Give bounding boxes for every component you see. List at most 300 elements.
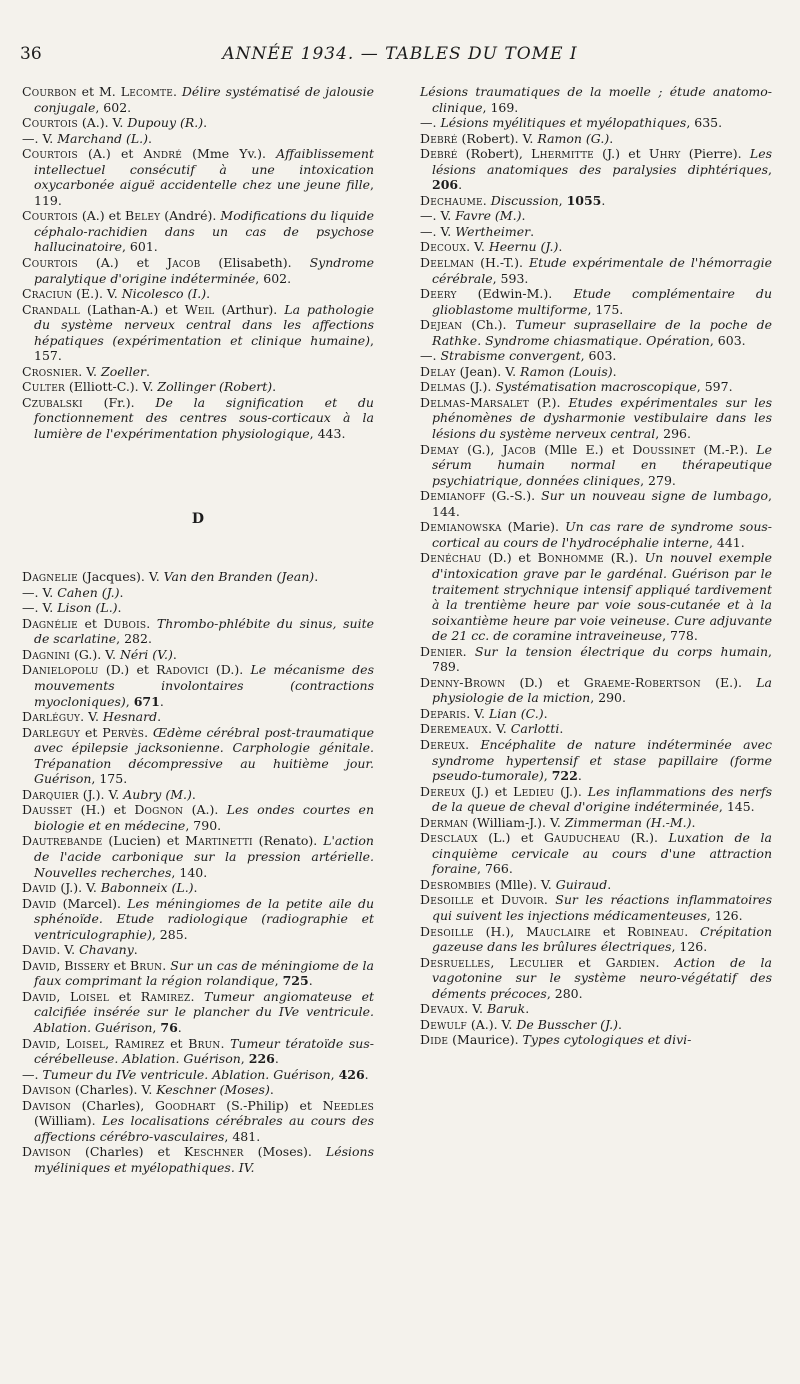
- author-name: Dechaume: [420, 192, 483, 208]
- entry-text: (Jacques). V.: [77, 569, 164, 585]
- entry-text: (Fr.).: [82, 394, 156, 410]
- author-name: Jacob: [502, 441, 536, 457]
- author-name: Davison: [22, 1097, 71, 1113]
- author-name: Deparis: [420, 705, 467, 721]
- index-entry: [420, 1017, 772, 1033]
- entry-text: —. V.: [22, 130, 58, 146]
- index-entry: [22, 115, 374, 131]
- entry-title: Cahen (J.): [57, 584, 120, 600]
- entry-text: . V.: [466, 239, 489, 255]
- index-entry: [420, 395, 772, 442]
- entry-text: et M.: [76, 84, 121, 99]
- entry-text: .: [203, 115, 208, 131]
- entry-text: .: [364, 1066, 369, 1082]
- entry-title: Guiraud: [555, 876, 608, 892]
- author-name: Deery: [420, 286, 457, 302]
- author-name: Dewulf: [420, 1016, 467, 1032]
- entry-text: . V.: [488, 721, 511, 737]
- entry-text: (A.). V.: [77, 115, 128, 131]
- entry-title: Marchand (L.): [57, 130, 149, 146]
- author-name: Courbon: [22, 84, 77, 99]
- entry-text: —. V.: [420, 223, 456, 239]
- index-entry: [22, 208, 374, 255]
- entry-title: Etude complémentaire du glioblastome multiforme: [432, 286, 772, 317]
- entry-text: et: [164, 1035, 189, 1051]
- author-name: David: [22, 895, 57, 911]
- page-ref: 426: [338, 1066, 365, 1082]
- entry-text: .: [559, 721, 564, 737]
- author-name: Desrombies: [420, 876, 492, 892]
- page-ref: 1055: [566, 192, 602, 208]
- entry-title: La pathologie du système nerveux central dans les affections hépatiques (expérimentation et clinique humaine): [34, 301, 375, 348]
- entry-text: .: [206, 286, 211, 302]
- entry-text: (D.) et: [505, 674, 584, 690]
- entry-title: Heernu (J.): [488, 239, 559, 255]
- entry-text: , 481.: [224, 1128, 261, 1144]
- entry-text: .: [272, 379, 277, 395]
- entry-text: .: [191, 786, 196, 802]
- author-name: David: [22, 1035, 57, 1051]
- entry-text: (E.).: [700, 674, 757, 690]
- entry-text: (Marcel).: [56, 895, 128, 911]
- entry-text: . V.: [466, 705, 489, 721]
- index-entry: [420, 286, 772, 317]
- entry-text: et: [77, 615, 104, 631]
- entry-text: .: [617, 1016, 622, 1032]
- entry-text: (J.) et: [593, 146, 649, 162]
- author-name: Denéchau: [420, 550, 482, 566]
- entry-title: Un nouvel exemple d'intoxication grave par le gardénal. Guérison par le traitement strychnique intensif appliqué tardivement à la trentième heure par voie sous-cutanée et à la soixantième heure par voie veineuse. Cure adjuvante de 21 cc. de coramine intraveineuse: [432, 550, 772, 644]
- entry-text: ,: [490, 954, 510, 970]
- entry-text: , 126.: [671, 939, 708, 955]
- index-entry: [22, 302, 374, 364]
- author-name: Dagnélie: [22, 615, 78, 631]
- author-name: Loisel: [69, 988, 110, 1004]
- index-entry: [22, 725, 374, 787]
- entry-title: Etudes expérimentales sur les phénomènes de dysharmonie vestibulaire dans les lésions du système nerveux central: [432, 394, 773, 442]
- left-column: [22, 84, 374, 1175]
- entry-text: (D.).: [208, 662, 251, 678]
- index-entry: [22, 989, 374, 1036]
- author-name: Bonhomme: [537, 550, 604, 566]
- author-name: Ramirez: [140, 988, 191, 1004]
- entry-text: , 175.: [587, 301, 624, 317]
- index-entry: [22, 1144, 374, 1175]
- entry-text: .: [521, 208, 526, 224]
- entry-text: , 290.: [590, 690, 626, 706]
- author-name: Courtois: [22, 208, 78, 224]
- author-name: Denier: [420, 643, 463, 659]
- entry-text: —. V.: [420, 208, 456, 224]
- author-name: David: [22, 957, 57, 973]
- entry-title: Sur un cas de méningiome de la faux comprimant la région rolandique: [34, 957, 374, 989]
- entry-text: (Mlle E.) et: [535, 441, 633, 457]
- entry-text: .: [146, 615, 157, 631]
- index-entry: [22, 84, 374, 115]
- entry-text: (S.-Philip) et: [215, 1097, 323, 1113]
- author-name: Ledieu: [513, 783, 555, 799]
- entry-title: Tumeur angiomateuse et calcifiée insérée sur le plancher du IVe ventricule. Ablation. Guérison: [34, 988, 374, 1035]
- author-name: André: [143, 146, 183, 162]
- index-entry: [420, 193, 772, 209]
- index-entry: [420, 255, 772, 286]
- index-entry: [22, 662, 374, 709]
- entry-text: ,: [152, 1019, 161, 1035]
- author-name: Loisel: [65, 1035, 106, 1051]
- index-entry: [22, 896, 374, 943]
- entry-text: (A.).: [183, 802, 227, 818]
- entry-text: ,: [240, 1051, 249, 1067]
- entry-text: .: [190, 988, 205, 1004]
- entry-text: ,: [125, 693, 134, 709]
- author-name: Delmas-Marsalet: [420, 394, 529, 410]
- entry-title: Délire systématisé de jalousie conjugale: [34, 84, 374, 115]
- author-name: Robineau: [627, 923, 685, 939]
- entry-title: Hesnard: [102, 709, 158, 725]
- entry-text: et: [563, 954, 606, 970]
- entry-text: (A.). V.: [466, 1016, 517, 1032]
- entry-text: (A.) et: [77, 146, 144, 162]
- entry-title: L'action de l'acide carbonique sur la pression artérielle. Nouvelles recherches: [34, 833, 374, 880]
- author-name: Dereux: [420, 736, 466, 752]
- entry-text: (Lathan-A.) et: [79, 301, 185, 317]
- entry-text: .: [601, 192, 606, 208]
- entry-text: et: [109, 988, 141, 1004]
- page-ref: 206: [432, 177, 459, 193]
- entry-title: Sur les réactions inflammatoires qui suivent les injections médicamenteuses: [432, 892, 772, 923]
- entry-title: Thrombo-phlébite du sinus, suite de scarlatine: [34, 615, 374, 647]
- entry-text: (Mlle). V.: [491, 876, 556, 892]
- index-entry: [420, 519, 772, 550]
- entry-text: (Charles) et: [70, 1144, 184, 1160]
- entry-text: , 789.: [432, 643, 772, 675]
- entry-text: (H.),: [473, 923, 527, 939]
- index-entry: [420, 877, 772, 893]
- section-letter-heading: D: [191, 510, 205, 527]
- page-ref: 725: [282, 973, 309, 989]
- entry-text: , 635.: [686, 115, 723, 131]
- entry-title: Modifications du liquide céphalo-rachidien dans un cas de psychose hallucinatoire: [34, 208, 374, 255]
- entry-text: , 778.: [662, 628, 698, 644]
- entry-text: , 175.: [91, 771, 128, 787]
- entry-title: Discussion: [490, 192, 559, 208]
- entry-text: (Pierre).: [680, 146, 750, 162]
- index-entry: [420, 706, 772, 722]
- entry-text: .: [465, 736, 481, 752]
- entry-text: (Jean). V.: [455, 363, 521, 379]
- entry-title: Van den Branden (Jean): [163, 569, 315, 585]
- entry-text: ,: [56, 1035, 66, 1051]
- author-name: Crandall: [22, 301, 80, 317]
- entry-text: (D.) et: [481, 550, 538, 566]
- author-name: Demianoff: [420, 488, 486, 504]
- index-entry: [22, 255, 374, 286]
- entry-title: De la signification et du fonctionnement des centres sous-corticaux à la lumière de l'expérimentation physiologique: [34, 394, 374, 442]
- author-name: Lecomte: [120, 84, 174, 99]
- entry-text: ,: [543, 768, 552, 784]
- index-entry: [420, 644, 772, 675]
- entry-text: ,: [56, 988, 70, 1004]
- author-name: Dubois: [103, 615, 147, 631]
- entry-text: (L.) et: [477, 830, 544, 846]
- index-entry: [22, 958, 374, 989]
- entry-title: Dupouy (R.): [127, 115, 204, 131]
- page-number: 36: [20, 44, 42, 64]
- index-entry: [22, 146, 374, 208]
- author-name: Dagnini: [22, 646, 70, 662]
- entry-title: Les lésions anatomiques des paralysies diphtériques: [432, 146, 773, 177]
- author-name: Davison: [22, 1144, 71, 1160]
- index-entry: [22, 395, 374, 442]
- index-entry: [22, 286, 374, 302]
- author-name: Brun: [130, 957, 163, 973]
- entry-title: Néri (V.): [119, 646, 173, 662]
- author-name: Courtois: [22, 146, 78, 162]
- entry-title: Œdème cérébral post-traumatique avec épilepsie jacksonienne. Carphologie génitale. Trépanation décompressive au huitième jour. Guérison: [34, 724, 374, 787]
- entry-text: .: [530, 223, 535, 239]
- entry-text: , 597.: [696, 379, 733, 395]
- entry-text: —. V.: [22, 584, 58, 600]
- entry-text: (Charles). V.: [70, 1082, 157, 1098]
- entry-text: (Elisabeth).: [200, 255, 310, 271]
- entry-text: .: [558, 239, 563, 255]
- entry-text: .: [655, 954, 675, 970]
- page-ref: 722: [551, 768, 578, 784]
- entry-text: ,: [768, 161, 772, 177]
- entry-text: , 285.: [151, 926, 188, 942]
- entry-title: La physiologie de la miction: [432, 674, 772, 706]
- index-entry: [22, 364, 374, 380]
- entry-text: .: [691, 814, 696, 830]
- left-entries-after: [22, 569, 374, 1175]
- index-entry: [22, 379, 374, 395]
- entry-title: Lésions myéliniques et myélopathiques. IV.: [34, 1144, 374, 1175]
- entry-text: (Renato).: [252, 833, 324, 849]
- author-name: Graeme-Robertson: [583, 674, 701, 690]
- entry-title: Affaiblissement intellectuel consécutif à une intoxication oxycarbonée aiguë accidentelle chez une jeune fille: [34, 146, 374, 193]
- author-name: Crosnier: [22, 363, 79, 379]
- author-name: Lhermitte: [531, 146, 594, 162]
- entry-text: , 593.: [492, 270, 529, 286]
- entry-text: , 602.: [255, 270, 292, 286]
- index-entry: [22, 616, 374, 647]
- entry-text: (J.) et: [465, 783, 514, 799]
- author-name: Dide: [420, 1032, 449, 1048]
- entry-text: .: [146, 363, 150, 379]
- entry-text: .: [148, 130, 153, 146]
- index-entry: [420, 675, 772, 706]
- entry-text: (E.). V.: [72, 286, 122, 302]
- author-name: David: [22, 942, 57, 958]
- author-name: Goodhart: [154, 1097, 216, 1113]
- entry-title: Baruk: [486, 1001, 526, 1017]
- entry-text: .: [612, 363, 617, 379]
- entry-title: Tumeur du IVe ventricule. Ablation. Guérison: [42, 1066, 331, 1082]
- entry-text: .: [684, 923, 700, 939]
- entry-title: Systématisation macroscopique: [495, 379, 697, 395]
- entry-text: .: [173, 84, 182, 99]
- index-entry: [22, 1098, 374, 1145]
- author-name: Beley: [124, 208, 161, 224]
- entry-text: . V.: [80, 709, 103, 725]
- index-entry: [420, 488, 772, 519]
- entry-text: ,: [558, 192, 567, 208]
- entry-text: (H.) et: [72, 802, 135, 818]
- entry-text: .: [274, 1051, 279, 1067]
- index-entry: [420, 208, 772, 224]
- entry-text: —. V.: [22, 600, 58, 616]
- entry-text: .: [577, 768, 582, 784]
- entry-title: Luxation de la cinquième cervicale au cours d'une attraction foraine: [432, 830, 772, 877]
- entry-text: .: [177, 1019, 182, 1035]
- index-entry: [420, 442, 772, 489]
- right-entries: [420, 84, 772, 1048]
- author-name: Danielopolu: [22, 662, 99, 678]
- author-name: Desclaux: [420, 830, 478, 846]
- author-name: Desruelles: [420, 954, 491, 970]
- entry-title: Tumeur tératoïde sus-cérébelleuse. Ablation. Guérison: [34, 1035, 374, 1067]
- entry-text: (Moses).: [243, 1144, 326, 1160]
- author-name: Davison: [22, 1082, 71, 1098]
- author-name: Radovici: [156, 662, 209, 678]
- index-entry: [420, 830, 772, 877]
- entry-text: .: [117, 600, 122, 616]
- index-entry: [420, 1001, 772, 1017]
- author-name: Deremeaux: [420, 721, 489, 737]
- entry-text: .: [607, 876, 612, 892]
- author-name: Desoille: [420, 892, 474, 908]
- entry-title: Les méningiomes de la petite aile du sphénoïde. Etude radiologique (radiographie et ventriculographie): [34, 895, 374, 942]
- entry-title: Sur la tension électrique du corps humain: [474, 643, 769, 659]
- entry-text: et: [109, 957, 130, 973]
- entry-title: Lison (L.): [57, 600, 118, 616]
- index-entry: [420, 348, 772, 364]
- entry-title: Ramon (Louis): [520, 363, 613, 379]
- index-entry: [420, 815, 772, 831]
- entry-text: .: [220, 1035, 231, 1051]
- index-entry: [22, 942, 374, 958]
- entry-text: .: [144, 724, 153, 740]
- entry-text: (Maurice).: [448, 1032, 523, 1048]
- author-name: Deelman: [420, 255, 475, 271]
- author-name: Dautrebande: [22, 833, 103, 849]
- entry-text: .: [269, 1082, 274, 1098]
- index-entry: [22, 1036, 374, 1067]
- index-entry: [22, 647, 374, 663]
- entry-text: , 169.: [482, 99, 519, 115]
- index-entry: [420, 115, 772, 131]
- entry-text: , 126.: [706, 907, 743, 923]
- entry-text: (G.),: [458, 441, 503, 457]
- author-name: Leculier: [509, 954, 564, 970]
- index-entry: [22, 585, 374, 601]
- author-name: Craciun: [22, 286, 73, 302]
- entry-text: (Mme Yv.).: [182, 146, 277, 162]
- index-entry: [420, 550, 772, 643]
- author-name: Ramirez: [114, 1035, 165, 1051]
- entry-text: (J.).: [465, 379, 496, 395]
- entry-title: Tumeur suprasellaire de la poche de Rathke. Syndrome chiasmatique. Opération: [432, 317, 772, 348]
- entry-text: . V.: [464, 1001, 487, 1017]
- entry-text: . V.: [78, 363, 102, 379]
- entry-text: (Edwin-M.).: [456, 286, 574, 302]
- entry-title: Chavany: [79, 942, 134, 958]
- entry-title: Zollinger (Robert): [157, 379, 273, 395]
- entry-title: Strabisme convergent: [440, 348, 581, 364]
- entry-title: Crépitation gazeuse dans les brûlures électriques: [432, 923, 772, 955]
- entry-text: et: [591, 923, 628, 939]
- entry-title: Sur un nouveau signe de lumbago: [541, 488, 769, 504]
- entry-title: Etude expérimentale de l'hémorragie cérébrale: [432, 255, 772, 286]
- entry-text: , 140.: [171, 864, 208, 880]
- entry-text: —.: [420, 348, 441, 364]
- entry-title: Le sérum humain normal en thérapeutique psychiatrique, données cliniques: [432, 441, 772, 488]
- entry-text: (J.). V.: [56, 880, 101, 896]
- author-name: Pervès: [102, 724, 145, 740]
- index-entry: [22, 833, 374, 880]
- author-name: Devaux: [420, 1001, 465, 1017]
- entry-text: (A.) et: [77, 208, 125, 224]
- author-name: Decoux: [420, 239, 467, 255]
- author-name: Dereux: [420, 783, 466, 799]
- entry-text: .: [162, 957, 171, 973]
- entry-text: .: [525, 1001, 530, 1017]
- entry-text: , 602.: [95, 99, 132, 115]
- entry-title: Le mécanisme des mouvements involontaires (contractions myocloniques): [34, 662, 374, 709]
- entry-text: , 282.: [116, 631, 152, 647]
- entry-title: Carlotti: [510, 721, 560, 737]
- entry-title: Un cas rare de syndrome sous-cortical au cours de l'hydrocéphalie interne: [432, 519, 773, 550]
- entry-title: Les ondes courtes en biologie et en médecine: [34, 802, 374, 833]
- entry-text: (R.).: [603, 550, 645, 566]
- entry-text: .: [159, 693, 164, 709]
- index-entry: [420, 379, 772, 395]
- entry-text: , 280.: [546, 985, 583, 1001]
- index-entry: [420, 317, 772, 348]
- entry-text: .: [314, 569, 319, 585]
- author-name: Darquier: [22, 786, 79, 802]
- index-entry: [22, 131, 374, 147]
- entry-text: . V.: [56, 942, 80, 958]
- index-entry: [22, 569, 374, 585]
- running-title: ANNÉE 1934. — TABLES DU TOME I: [222, 44, 578, 64]
- entry-text: (R.).: [620, 830, 669, 846]
- index-entry: [420, 224, 772, 240]
- entry-text: (Robert),: [457, 146, 532, 162]
- entry-title: Action de la vagotonine sur le système neuro-végétatif des déments précoces: [432, 954, 772, 1001]
- entry-text: , 766.: [477, 861, 513, 877]
- entry-text: (P.).: [528, 394, 569, 410]
- author-name: Demianowska: [420, 519, 502, 535]
- entry-text: (J.). V.: [78, 786, 124, 802]
- entry-text: ,: [274, 973, 283, 989]
- entry-title: Wertheimer: [455, 223, 531, 239]
- entry-text: (Ch.).: [462, 317, 516, 333]
- index-entry: [420, 364, 772, 380]
- author-name: Demay: [420, 441, 459, 457]
- entry-text: .: [609, 130, 614, 146]
- entry-text: —.: [420, 115, 441, 131]
- index-entry: [22, 880, 374, 896]
- entry-text: (Robert). V.: [457, 130, 538, 146]
- entry-text: ,: [56, 957, 65, 973]
- entry-text: (William-J.). V.: [468, 814, 565, 830]
- entry-text: .: [308, 973, 313, 989]
- author-name: Courtois: [22, 115, 78, 131]
- author-name: Delay: [420, 363, 456, 379]
- entry-text: .: [172, 646, 177, 662]
- author-name: Mauclaire: [526, 923, 592, 939]
